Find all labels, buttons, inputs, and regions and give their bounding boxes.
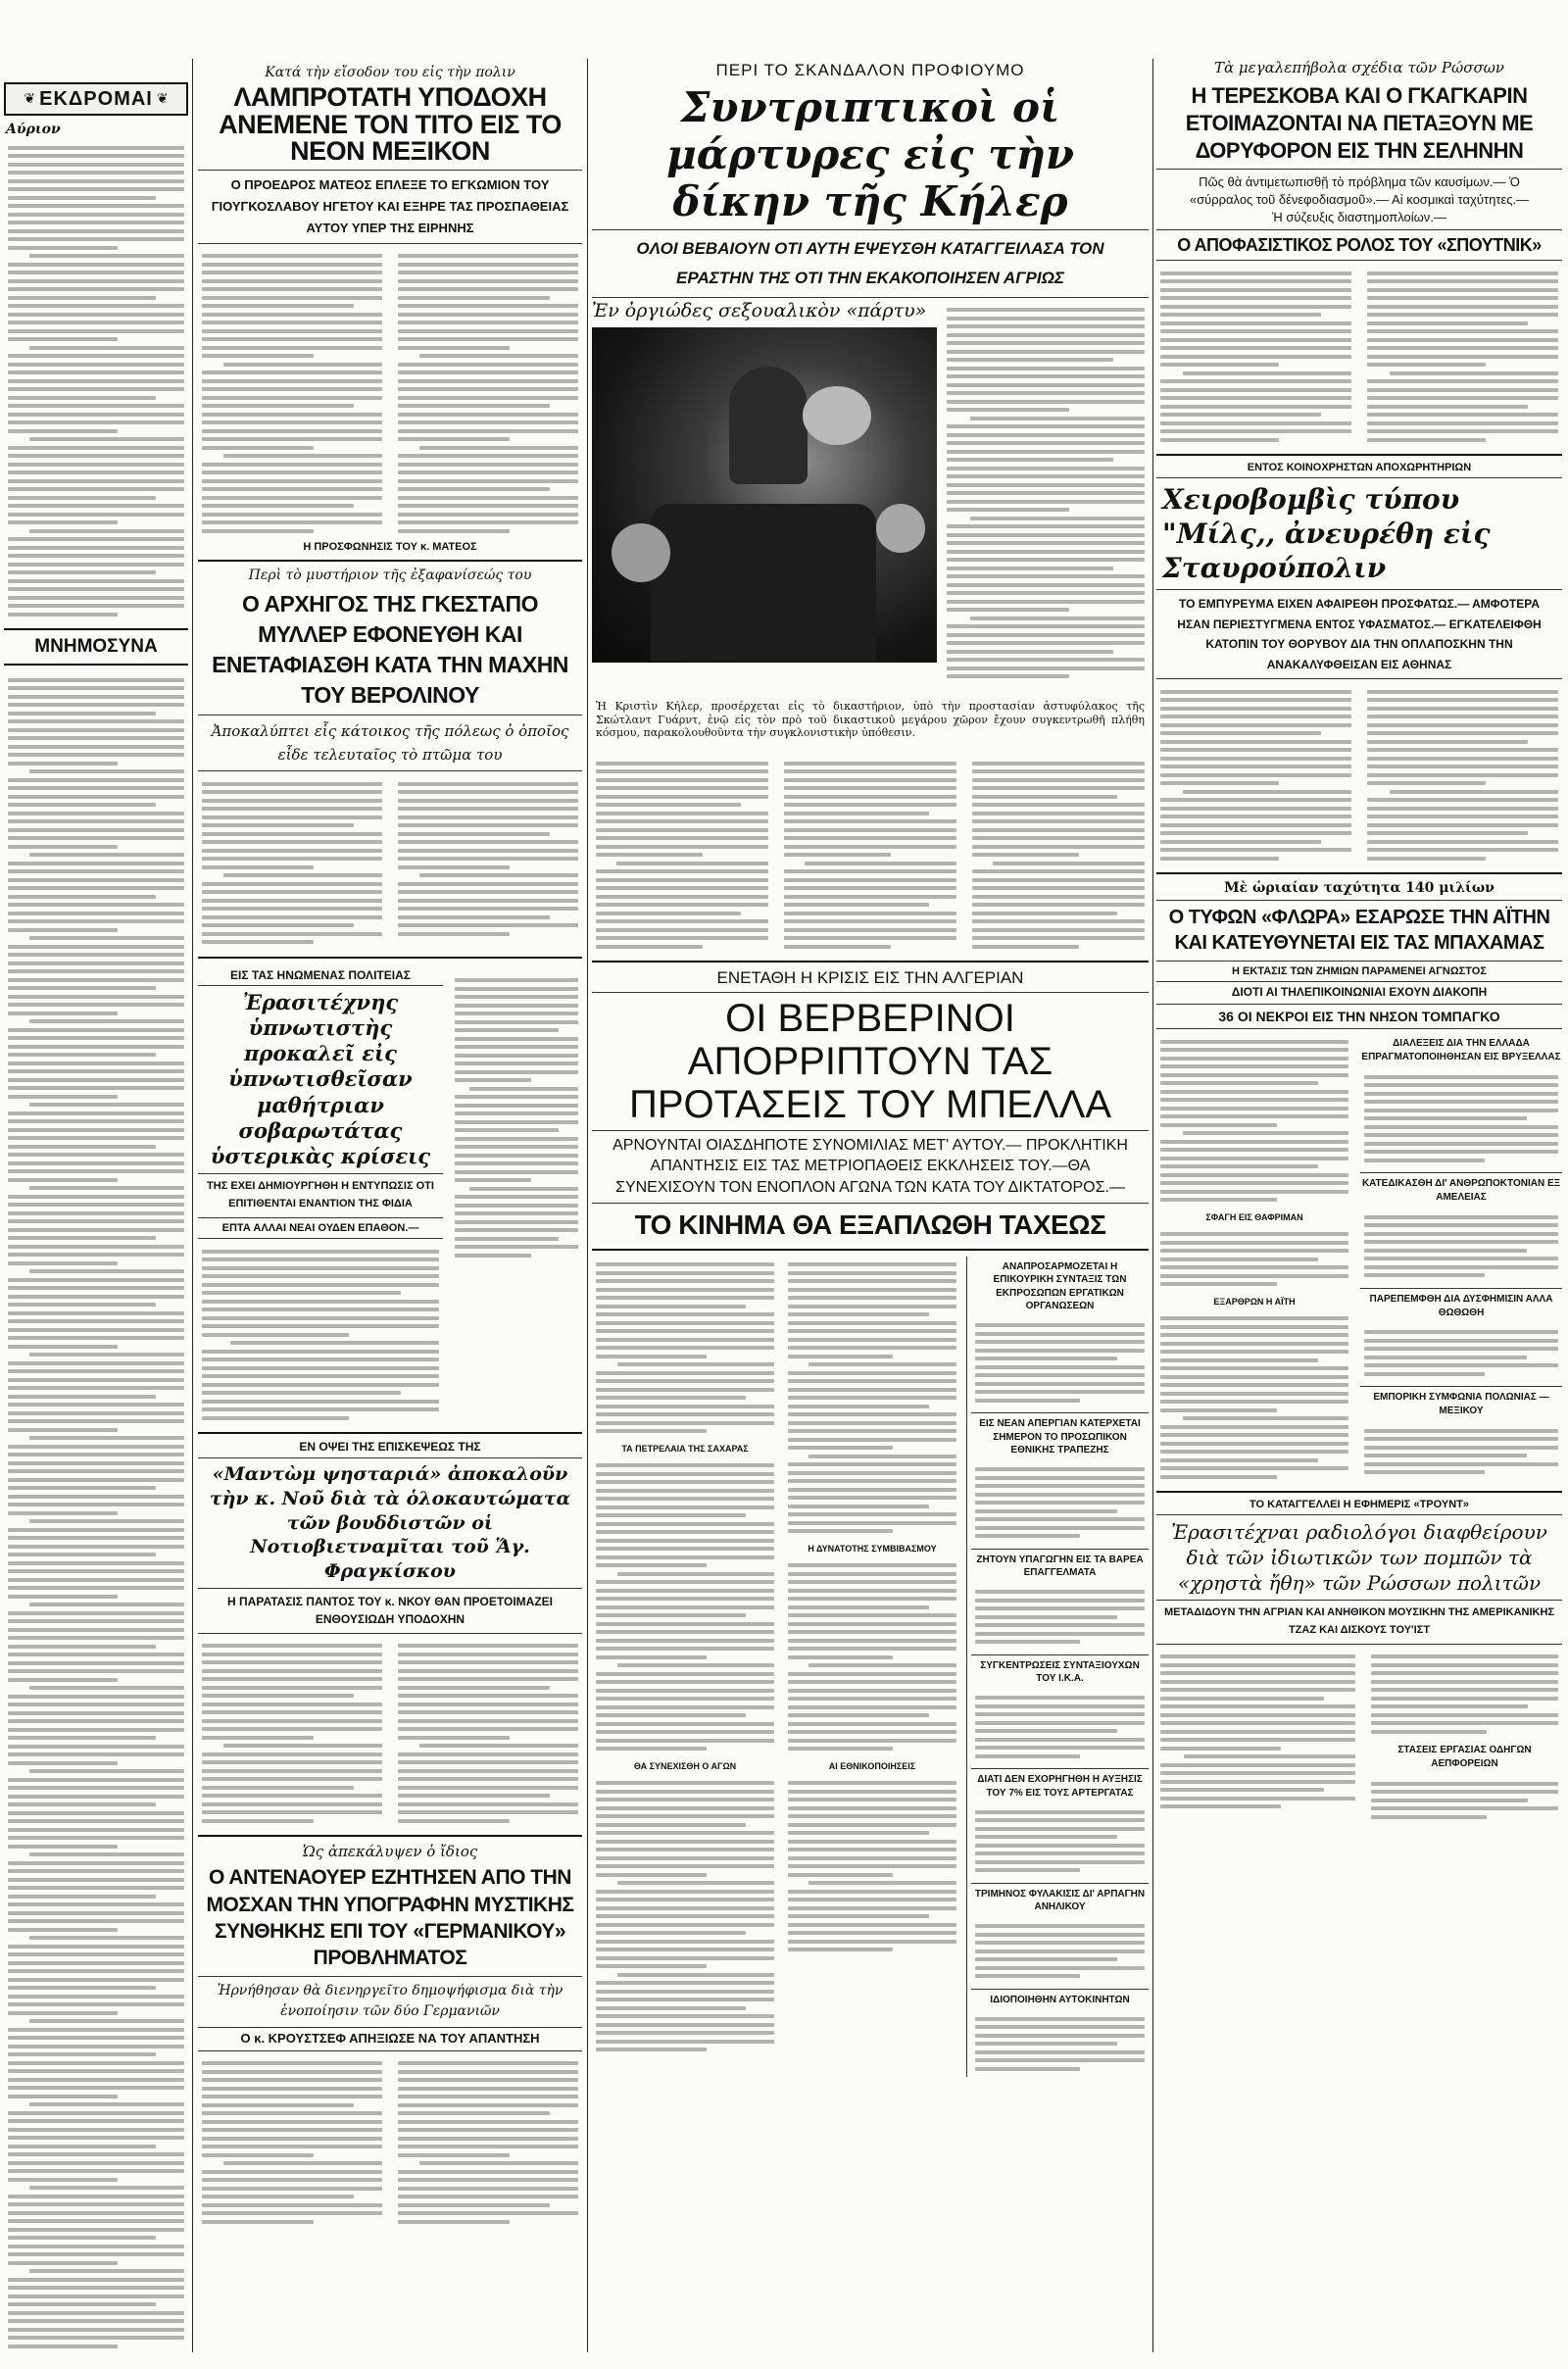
briefs-column [966, 1257, 1149, 2078]
photo-figure [876, 504, 925, 553]
nhu-text-right [394, 1638, 582, 1830]
keeler-deck: ΟΛΟΙ ΒΕΒΑΙΟΥΝ ΟΤΙ ΑΥΤΗ ΕΨΕΥΣΘΗ ΚΑΤΑΓΓΕΙΛΑΣΑ ΤΟΝ ΕΡΑΣΤΗΝ ΤΗΣ ΟΤΙ ΤΗΝ ΕΚΑΚΟΠΟΙΗΣΕΝ ΑΓΡΙΩΣ [636, 239, 1104, 288]
algeria-sub-sahara: ΤΑ ΠΕΤΡΕΛΑΙΑ ΤΗΣ ΣΑΧΑΡΑΣ [621, 1443, 749, 1454]
brief-text [971, 2010, 1149, 2077]
brief-text [971, 1317, 1149, 1409]
trud-text-right [1367, 1649, 1562, 1741]
typhoon-deck3: 36 ΟΙ ΝΕΚΡΟΙ ΕΙΣ ΤΗΝ ΝΗΣΟΝ ΤΟΜΠΑΓΚΟ [1218, 1009, 1500, 1025]
mexico-subhead: Η ΠΡΟΣΦΩΝΗΣΙΣ ΤΟΥ κ. ΜΑΤΕΟΣ [303, 541, 477, 554]
grenade-headline: Χειροβομβὶς τύπου "Μίλς,, ἀνευρέθη εἰς Σταυρούπολιν [1162, 483, 1491, 585]
space-headline: Η ΤΕΡΕΣΚΟΒΑ ΚΑΙ Ο ΓΚΑΓΚΑΡΙΝ ΕΤΟΙΜΑΖΟΝΤΑΙ ΝΑ ΠΕΤΑΞΟΥΝ ΜΕ ΔΟΡΥΦΟΡΟΝ ΕΙΣ ΤΗΝ ΣΕΛΗΝΗΝ [1185, 83, 1534, 164]
brief-text [971, 1803, 1149, 1879]
algeria-headline: ΟΙ ΒΕΡΒΕΡΙΝΟΙ ΑΠΟΡΡΙΠΤΟΥΝ ΤΑΣ ΠΡΟΤΑΣΕΙΣ ΤΟΥ ΜΠΕΛΛΑ [628, 996, 1112, 1126]
typhoon-kicker: Μὲ ὡριαίαν ταχύτητα 140 μιλίων [1224, 880, 1494, 897]
keeler-label: ΠΕΡΙ ΤΟ ΣΚΑΝΔΑΛΟΝ ΠΡΟΦΙΟΥΜΟ [715, 61, 1025, 79]
typhoon-text-4 [1360, 1068, 1562, 1168]
rightbrief-title: ΕΜΠΟΡΙΚΗ ΣΥΜΦΩΝΙΑ ΠΟΛΩΝΙΑΣ — ΜΕΞΙΚΟΥ [1373, 1392, 1549, 1417]
nhu-deck: Η ΠΑΡΑΤΑΣΙΣ ΠΑΝΤΟΣ ΤΟΥ κ. ΝΚΟΥ ΘΑΝ ΠΡΟΕΤΟΙΜΑΖΕΙ ΕΝΘΟΥΣΙΩΔΗ ΥΠΟΔΟΧΗΝ [227, 1594, 553, 1627]
mexico-text-right [394, 248, 582, 540]
typhoon-box-belgium: ΔΙΑΛΕΞΕΙΣ ΔΙΑ ΤΗΝ ΕΛΛΑΔΑ ΕΠΡΑΓΜΑΤΟΠΟΙΗΘΗΣΑΝ ΕΙΣ ΒΡΥΞΕΛΛΑΣ [1361, 1038, 1561, 1063]
grenade-label: ΕΝΤΟΣ ΚΟΙΝΟΧΡΗΣΤΩΝ ΑΠΟΧΩΡΗΤΗΡΙΩΝ [1247, 462, 1472, 474]
brief-title: ΕΙΣ ΝΕΑΝ ΑΠΕΡΓΙΑΝ ΚΑΤΕΡΧΕΤΑΙ ΣΗΜΕΡΟΝ ΤΟ ΠΡΟΣΩΠΙΚΟΝ ΕΘΝΙΚΗΣ ΤΡΑΠΕΖΗΣ [979, 1418, 1141, 1456]
column-rule [192, 59, 193, 2352]
rightbrief-title: ΠΑΡΕΠΕΜΦΘΗ ΔΙΑ ΔΥΣΦΗΜΙΣΙΝ ΑΛΛΑ ΘΩΘΩΘΗ [1369, 1293, 1553, 1318]
trud-box-strikes: ΣΤΑΣΕΙΣ ΕΡΓΑΣΙΑΣ ΟΔΗΓΩΝ ΑΕΠΦΟΡΕΙΩΝ [1397, 1745, 1532, 1770]
photo-figure [803, 386, 871, 445]
leaf-ornament-icon: ❦ [156, 91, 169, 107]
hypnotist-label: ΕΙΣ ΤΑΣ ΗΝΩΜΕΝΑΣ ΠΟΛΙΤΕΙΑΣ [198, 968, 443, 986]
mexico-kicker: Κατά τὴν εἴσοδον του εἰς τὴν πολιν [265, 65, 515, 80]
ekdromai-title: ΕΚΔΡΟΜΑΙ [39, 87, 153, 110]
grenade-deck: ΤΟ ΕΜΠΥΡΕΥΜΑ ΕΙΧΕΝ ΑΦΑΙΡΕΘΗ ΠΡΟΣΦΑΤΩΣ.— ΑΜΦΟΤΕΡΑ ΗΣΑΝ ΠΕΡΙΕΣΤΥΓΜΕΝΑ ΕΝΤΟΣ ΥΦΑΣΜΑΤΟΣ.— ΕΓΚΑΤΕΛΕΙΦΘΗ ΚΑΤΟΠΙΝ ΤΟΥ ΘΟΡΥΒΟΥ ΔΙΑ ΤΗΝ ΟΠΛΑΠΟΣΚΗΝ ΤΗΝ ΑΝΑΚΑΛΥΦΘΕΙΣΑΝ ΕΙΣ ΑΘΗΝΑΣ [1177, 597, 1542, 671]
nhu-text-left [198, 1638, 386, 1830]
algeria-sub-nationalizations: ΑΙ ΕΘΝΙΚΟΠΟΙΗΣΕΙΣ [828, 1760, 916, 1771]
leaf-ornament-icon: ❦ [24, 91, 36, 107]
typhoon-text-1 [1156, 1033, 1352, 1209]
ekdromai-text [4, 139, 188, 622]
algeria-label: ΕΝΕΤΑΘΗ Η ΚΡΙΣΙΣ ΕΙΣ ΤΗΝ ΑΛΓΕΡΙΑΝ [716, 968, 1024, 988]
brief-text [971, 1690, 1149, 1765]
nhu-headline: «Μαντὼμ ψησταριά» ἀποκαλοῦν τὴν κ. Νοῦ διὰ τὰ ὁλοκαυτώματα τῶν βουδδιστῶν οἱ Νοτιοβιετναμῖται τοῦ Ἅγ. Φραγκίσκου [209, 1463, 571, 1583]
column-world-news [198, 0, 582, 2369]
algeria-text-1 [592, 1257, 778, 1440]
brief-text [971, 1918, 1149, 1985]
mexico-headline: ΛΑΜΠΡΟΤΑΤΗ ΥΠΟΔΟΧΗ ΑΝΕΜΕΝΕ ΤΟΝ ΤΙΤΟ ΕΙΣ ΤΟ ΝΕΟΝ ΜΕΞΙΚΟΝ [219, 82, 562, 167]
column-events [4, 0, 188, 2369]
hypnotist-deck1: ΤΗΣ ΕΧΕΙ ΔΗΜΙΟΥΡΓΗΘΗ Η ΕΝΤΥΠΩΣΙΣ ΟΤΙ ΕΠΙΤΙΘΕΝΤΑΙ ΕΝΑΝΤΙΟΝ ΤΗΣ ΦΙΔΙΑ [207, 1180, 434, 1210]
adenauer-deck2: Ο κ. ΚΡΟΥΣΤΣΕΦ ΑΠΗΞΙΩΣΕ ΝΑ ΤΟΥ ΑΠΑΝΤΗΣΗ [240, 2030, 540, 2046]
ekdromai-banner [4, 82, 188, 116]
typhoon-sub-fadriman: ΣΦΑΓΗ ΕΙΣ ΘΑΦΡΙΜΑΝ [1205, 1211, 1303, 1222]
sputnik-headline: Ο ΑΠΟΦΑΣΙΣΤΙΚΟΣ ΡΟΛΟΣ ΤΟΥ «ΣΠΟΥΤΝΙΚ» [1177, 235, 1542, 256]
keeler-photo [592, 327, 937, 663]
hypnotist-text [198, 1243, 443, 1426]
hypnotist-headline: Ἐρασιτέχνης ὑπνωτιστὴς προκαλεῖ εἰς ὑπνωτισθεῖσαν μαθήτριαν σοβαρωτάτας ὑστερικὰς κρίσεις [210, 989, 431, 1169]
grenade-text-right [1363, 683, 1562, 866]
typhoon-headline: Ο ΤΥΦΩΝ «ΦΛΩΡΑ» ΕΣΑΡΩΣΕ ΤΗΝ ΑΪΤΗΝ ΚΑΙ ΚΑΤΕΥΘΥΝΕΤΑΙ ΕΙΣ ΤΑΣ ΜΠΑΧΑΜΑΣ [1168, 907, 1550, 955]
photo-figure [612, 523, 670, 582]
adenauer-deck1: Ἠρνήθησαν θὰ διενηργεῖτο δημοψήφισμα διὰ τὴν ἑνοποίησιν τῶν δύο Γερμανιῶν [217, 1982, 564, 2020]
hypnotist-text-right [451, 964, 582, 1427]
brief-title: ΖΗΤΟΥΝ ΥΠΑΓΩΓΗΝ ΕΙΣ ΤΑ ΒΑΡΕΑ ΕΠΑΓΓΕΛΜΑΤΑ [976, 1554, 1144, 1579]
muller-headline: Ο ΑΡΧΗΓΟΣ ΤΗΣ ΓΚΕΣΤΑΠΟ ΜΥΛΛΕΡ ΕΦΟΝΕΥΘΗ ΚΑΙ ΕΝΕΤΑΦΙΑΣΘΗ ΚΑΤΑ ΤΗΝ ΜΑΧΗΝ ΤΟΥ ΒΕΡΟΛΙΝΟΥ [212, 591, 568, 709]
keeler-text-top-right [943, 302, 1149, 685]
brief-title: ΔΙΑΤΙ ΔΕΝ ΕΧΟΡΗΓΗΘΗ Η ΑΥΞΗΣΙΣ ΤΟΥ 7% ΕΙΣ ΤΟΥΣ ΑΡΤΕΡΓΑΤΑΣ [977, 1774, 1143, 1799]
mnimosyna-title: ΜΝΗΜΟΣΥΝΑ [34, 636, 158, 657]
trud-label: ΤΟ ΚΑΤΑΓΓΕΛΛΕΙ Η ΕΦΗΜΕΡΙΣ «ΤΡΟΥΝΤ» [1249, 1499, 1470, 1511]
keeler-text-3 [968, 755, 1149, 955]
algeria-text-6 [784, 1775, 960, 1958]
muller-deck: Ἀποκαλύπτει εἷς κάτοικος τῆς πόλεως ὁ ὁποῖος εἶδε τελευταῖος τὸ πτῶμα του [211, 722, 569, 765]
photo-figure [651, 504, 876, 661]
keeler-caption: Ἡ Κριστὶν Κήλερ, προσέρχεται εἰς τὸ δικαστήριον, ὑπὸ τὴν προστασίαν ἀστυφύλακος τῆς Σκώτλαντ Γυάρντ, ἐνῷ εἰς τὸν πρὸ τοῦ δικαστικοῦ μεγάρου χῶρον ἔχουν συγκεντρωθῆ πλήθη κόσμου, παρακολουθοῦντα τὴν συγκλονιστικὴν ὑπόθεσιν. [596, 699, 1145, 740]
trud-text-box [1367, 1775, 1562, 1825]
brief-title: ΑΝΑΠΡΟΣΑΡΜΟΖΕΤΑΙ Η ΕΠΙΚΟΥΡΙΚΗ ΣΥΝΤΑΞΙΣ ΤΩΝ ΕΚΠΡΟΣΩΠΩΝ ΕΡΓΑΤΙΚΩΝ ΟΡΓΑΝΩΣΕΩΝ [993, 1260, 1127, 1312]
space-deck: Πῶς θὰ ἀντιμετωπισθῇ τὸ πρόβλημα τῶν καυσίμων.— Ὁ «σύρραλος τοῦ δένεφοδιασμοῦ».— Αἱ κοσμικαὶ ταχύτητες.— Ἡ σύζευξις διαστημοπλοίων.— [1189, 174, 1530, 224]
space-text-right [1363, 265, 1562, 448]
adenauer-text-left [198, 2055, 386, 2231]
typhoon-deck2: ΔΙΟΤΙ ΑΙ ΤΗΛΕΠΙΚΟΙΝΩΝΙΑΙ ΕΧΟΥΝ ΔΙΑΚΟΠΗ [1231, 985, 1488, 1000]
mexico-deck: Ο ΠΡΟΕΔΡΟΣ ΜΑΤΕΟΣ ΕΠΛΕΞΕ ΤΟ ΕΓΚΩΜΙΟΝ ΤΟΥ ΓΙΟΥΓΚΟΣΛΑΒΟΥ ΗΓΕΤΟΥ ΚΑΙ ΕΞΗΡΕ ΤΑΣ ΠΡΟΣΠΑΘΕΙΑΣ ΑΥΤΟΥ ΥΠΕΡ ΤΗΣ ΕΙΡΗΝΗΣ [211, 176, 569, 235]
muller-text-left [198, 775, 386, 951]
brief-title: ΣΥΓΚΕΝΤΡΩΣΕΙΣ ΣΥΝΤΑΞΙΟΥΧΩΝ ΤΟΥ Ι.Κ.Α. [980, 1659, 1140, 1685]
hypnotist-deck2: ΕΠΤΑ ΑΛΛΑΙ ΝΕΑΙ ΟΥΔΕΝ ΕΠΑΘΟΝ.— [221, 1221, 419, 1234]
algeria-text-5 [784, 1557, 960, 1757]
keeler-headline: Συντριπτικοὶ οἱ μάρτυρες εἰς τὴν δίκην τῆς Κήλερ [665, 82, 1075, 226]
space-text-left [1156, 265, 1355, 448]
rightbrief-title: ΚΑΤΕΔΙΚΑΣΘΗ ΔΙ' ΑΝΘΡΩΠΟΚΤΟΝΙΑΝ ΕΞ ΑΜΕΛΕΙΑΣ [1361, 1178, 1561, 1204]
column-space-typhoon [1156, 0, 1562, 2369]
trud-deck: ΜΕΤΑΔΙΔΟΥΝ ΤΗΝ ΑΓΡΙΑΝ ΚΑΙ ΑΝΗΘΙΚΟΝ ΜΟΥΣΙΚΗΝ ΤΗΣ ΑΜΕΡΙΚΑΝΙΚΗΣ ΤΖΑΖ ΚΑΙ ΔΙΣΚΟΥΣ ΤΟΥ'ΙΣΤ [1163, 1606, 1555, 1636]
typhoon-text-2 [1156, 1226, 1352, 1293]
typhoon-deck1: Η ΕΚΤΑΣΙΣ ΤΩΝ ΖΗΜΙΩΝ ΠΑΡΑΜΕΝΕΙ ΑΓΝΩΣΤΟΣ [1232, 964, 1487, 977]
typhoon-text-3 [1156, 1310, 1352, 1486]
trud-headline: Ἐρασιτέχναι ραδιολόγοι διαφθείρουν διὰ τῶν ἰδιωτικῶν των πομπῶν τὰ «χρηστὰ ἤθη» τῶν Ρώσσων πολιτῶν [1171, 1520, 1547, 1596]
muller-text-right [394, 775, 582, 951]
algeria-text-3 [592, 1775, 778, 2058]
algeria-text-4 [784, 1257, 960, 1540]
algeria-headline2: ΤΟ ΚΙΝΗΜΑ ΘΑ ΕΞΑΠΛΩΘΗ ΤΑΧΕΩΣ [634, 1209, 1106, 1240]
avrion-label: Αύριον [6, 122, 61, 137]
column-keeler-algeria [592, 0, 1149, 2369]
keeler-subhead: Ἐν ὀργιώδες σεξουαλικὸν «πάρτυ» [592, 299, 927, 321]
column-rule [1152, 59, 1153, 2352]
grenade-text-left [1156, 683, 1355, 866]
algeria-text-2 [592, 1457, 778, 1757]
algeria-sub-compromise: Η ΔΥΝΑΤΟΤΗΣ ΣΥΜΒΙΒΑΣΜΟΥ [808, 1543, 937, 1554]
algeria-sub-agon: ΘΑ ΣΥΝΕΧΙΣΘΗ Ο ΑΓΩΝ [633, 1760, 737, 1771]
mexico-text-left [198, 248, 386, 540]
keeler-text-2 [780, 755, 960, 955]
column-rule [587, 59, 588, 2352]
adenauer-headline: Ο ΑΝΤΕΝΑΟΥΕΡ ΕΖΗΤΗΣΕΝ ΑΠΟ ΤΗΝ ΜΟΣΧΑΝ ΤΗΝ ΥΠΟΓΡΑΦΗΝ ΜΥΣΤΙΚΗΣ ΣΥΝΘΗΚΗΣ ΕΠΙ ΤΟΥ «ΓΕΡΜΑΝΙΚΟΥ» ΠΡΟΒΛΗΜΑΤΟΣ [206, 1866, 574, 1970]
adenauer-kicker: Ὡς ἀπεκάλυψεν ὁ ἴδιος [302, 1843, 478, 1861]
muller-kicker: Περὶ τὸ μυστήριον τῆς ἐξαφανίσεώς του [248, 568, 532, 584]
rightbrief-text [1360, 1422, 1562, 1481]
rightbrief-text [1360, 1324, 1562, 1383]
brief-title: ΤΡΙΜΗΝΟΣ ΦΥΛΑΚΙΣΙΣ ΔΙ' ΑΡΠΑΓΗΝ ΑΝΗΛΙΚΟΥ [974, 1888, 1146, 1913]
space-kicker: Τὰ μεγαλεπήβολα σχέδια τῶν Ρώσσων [1213, 59, 1505, 76]
nhu-label: ΕΝ ΟΨΕΙ ΤΗΣ ΕΠΙΣΚΕΨΕΩΣ ΤΗΣ [299, 1440, 481, 1455]
brief-title: ΙΔΙΟΠΟΙΗΘΗΝ ΑΥΤΟΚΙΝΗΤΩΝ [990, 1994, 1130, 2005]
trud-text-left [1156, 1649, 1359, 1826]
rightbrief-text [1360, 1209, 1562, 1284]
mnimosyna-text [4, 671, 188, 2354]
brief-text [971, 1461, 1149, 1545]
brief-text [971, 1584, 1149, 1651]
algeria-deck: ΑΡΝΟΥΝΤΑΙ ΟΙΑΣΔΗΠΟΤΕ ΣΥΝΟΜΙΛΙΑΣ ΜΕΤ' ΑΥΤΟΥ.— ΠΡΟΚΛΗΤΙΚΗ ΑΠΑΝΤΗΣΙΣ ΕΙΣ ΤΑΣ ΜΕΤΡΙΟΠΑΘΕΙΣ ΕΚΚΛΗΣΕΙΣ ΤΟΥ.—ΘΑ ΣΥΝΕΧΙΣΟΥΝ ΤΟΝ ΕΝΟΠΛΟΝ ΑΓΩΝΑ ΤΩΝ ΚΑΤΑ ΤΟΥ ΔΙΚΤΑΤΟΡΟΣ.— [612, 1136, 1128, 1196]
keeler-text-1 [592, 755, 772, 955]
typhoon-sub-haiti: ΕΞΑΡΘΡΩΝ Η ΑΪΤΗ [1213, 1296, 1296, 1307]
adenauer-text-right [394, 2055, 582, 2231]
photo-figure [729, 367, 808, 484]
